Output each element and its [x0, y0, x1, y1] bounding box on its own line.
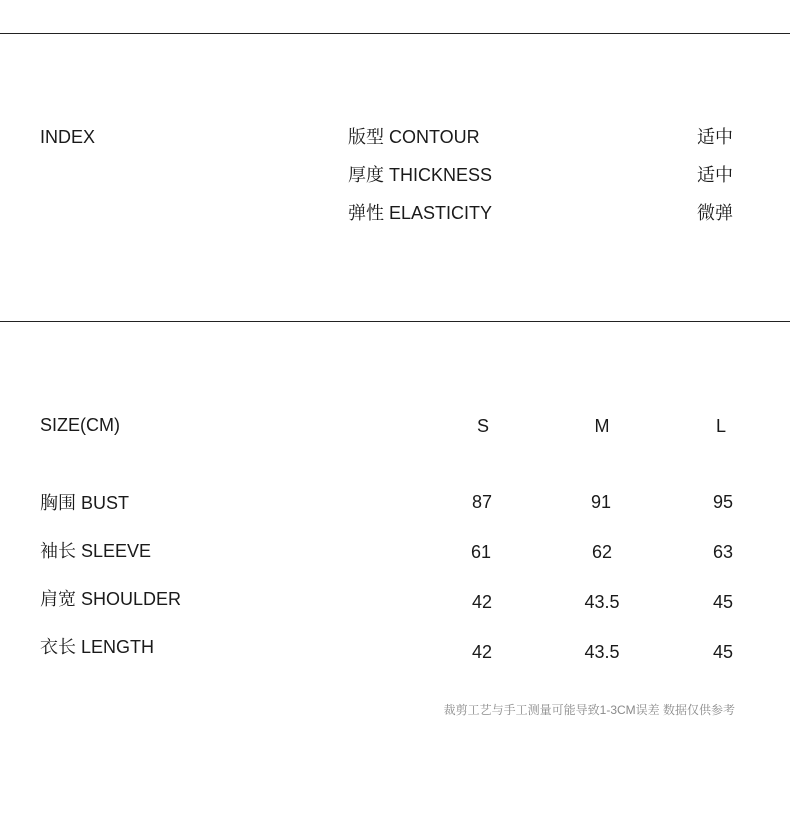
sleeve-value-s: 61 [470, 542, 492, 562]
contour-label: 版型 CONTOUR [348, 127, 480, 147]
sleeve-value-m: 62 [591, 542, 613, 562]
bust-value-m: 91 [590, 492, 612, 512]
shoulder-value-s: 42 [471, 592, 493, 612]
shoulder-label: 肩宽 SHOULDER [40, 589, 182, 609]
sleeve-value-l: 63 [712, 542, 734, 562]
shoulder-value-l: 45 [712, 592, 734, 612]
length-value-l: 45 [712, 642, 734, 662]
size-heading: SIZE(CM) [40, 415, 120, 435]
index-heading: INDEX [40, 127, 96, 147]
middle-divider [0, 321, 790, 322]
bust-value-s: 87 [471, 492, 493, 512]
length-label: 衣长 LENGTH [40, 637, 155, 657]
contour-value: 适中 [697, 127, 733, 147]
elasticity-label: 弹性 ELASTICITY [348, 203, 493, 223]
bust-value-l: 95 [712, 492, 734, 512]
bust-label: 胸围 BUST [40, 493, 130, 513]
length-value-s: 42 [471, 642, 493, 662]
elasticity-value: 微弹 [697, 203, 733, 223]
sleeve-label: 袖长 SLEEVE [40, 541, 152, 561]
size-column-s: S [476, 416, 489, 436]
size-column-m: M [594, 416, 610, 436]
size-column-l: L [715, 416, 726, 436]
thickness-label: 厚度 THICKNESS [348, 165, 493, 185]
measurement-note: 裁剪工艺与手工测量可能导致1-3CM误差 数据仅供参考 [443, 703, 735, 717]
length-value-m: 43.5 [584, 642, 620, 662]
top-divider [0, 33, 790, 34]
shoulder-value-m: 43.5 [584, 592, 620, 612]
thickness-value: 适中 [697, 165, 733, 185]
